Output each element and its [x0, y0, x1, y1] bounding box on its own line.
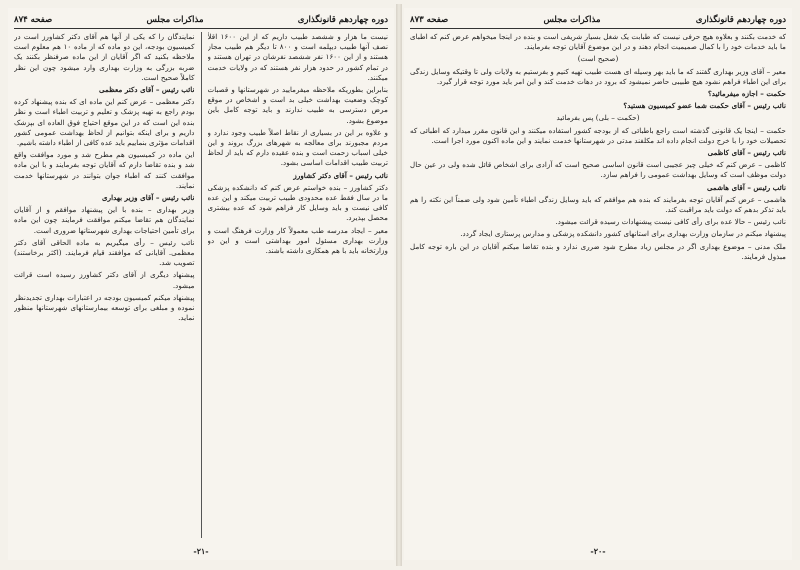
paragraph: وزیر بهداری – بنده با این پیشنهاد موافقم و از آقایان نمایندگان هم تقاضا میکنم موافقت فرمایند چون این ماده برای تأمین احتیاجات بهداری شهرستانها ضروری است.: [14, 205, 195, 235]
right-page-column: [410, 32, 786, 538]
paragraph: (صحیح است): [577, 54, 619, 64]
speaker-line: نائب رئیس – آقای حکمت شما عضو کمیسیون هستید؟: [623, 101, 786, 111]
left-page-column-right: [208, 32, 389, 538]
paragraph: معیر – آقای وزیر بهداری گفتند که ما باید بهر وسیله ای هست طبیب تهیه کنیم و بفرستیم به ولایات ولی تا وقتیکه وسایل زندگی برای این اطباء فراهم نشود هیچ طبیبی حاضر نمیشود که برود در دهات خدمت کند و این امر باید مورد توجه قرار گیرد.: [410, 66, 786, 86]
paragraph: نمایندگان را که یکی از آنها هم آقای دکتر کشاورز است در کمیسیون بودجه، این دو ماده که از ماده ۱۰ هم معلوم است ملاحظه بکنید که اگر آقایان از این ماده صرفنظر بکنند یک ضربه بزرگی به وزارت بهداری وارد میشود چون این نظر کاملاً صحیح است.: [14, 32, 195, 82]
paragraph: پیشنهاد دیگری از آقای دکتر کشاورز رسیده است قرائت میشود.: [14, 270, 195, 290]
left-page: [8, 8, 394, 560]
speaker-line: نائب رئیس – آقای وزیر بهداری: [102, 193, 195, 203]
right-header-page-number: صفحه ۸۷۳: [410, 15, 449, 25]
right-header-session: دوره چهاردهم قانونگذاری: [695, 15, 786, 25]
paragraph: دکتر کشاورز – بنده خواستم عرض کنم که دانشکده پزشکی ما در سال فقط عده محدودی طبیب تربیت میکند و این عده کافی نیست و باید وسایل کار فراهم شود که عده بیشتری محصل بپذیرد.: [207, 182, 388, 223]
left-header-session: دوره چهاردهم قانونگذاری: [297, 15, 388, 25]
paragraph: بنابراین بطوریکه ملاحظه میفرمایید در شهرستانها و قصبات کوچک وضعیت بهداشت خیلی بد است و اشخاص در موقع مرض دسترسی به طبیب ندارند و باید توجه کامل باین موضوع بشود.: [207, 85, 388, 125]
right-page-body: [410, 32, 786, 538]
right-header-title: مذاکرات مجلس: [543, 15, 601, 25]
book-gutter: [396, 4, 402, 566]
paragraph: که خدمت بکنند و بعلاوه هیچ حرفی نیست که طبابت یک شغل بسیار شریفی است و بنده در اینجا میخواهم عرض کنم که اطبای ما باید خدمات خود را با کمال صمیمیت انجام دهند و در این موضوع آقایان توجه بفرمایند.: [410, 32, 786, 52]
paragraph: کاظمی – عرض کنم که خیلی چیز عجیبی است قانون اساسی صحیح است که آزادی برای اشخاص قائل شده ولی در عین حال دولت موظف است که وسایل بهداشت عمومی را فراهم سازد.: [410, 160, 786, 180]
speaker-line: نائب رئیس – آقای کاظمی: [707, 148, 786, 158]
right-page: [404, 8, 792, 560]
speaker-line: نائب رئیس – آقای دکتر معظمی: [98, 85, 195, 95]
paragraph: ملک مدنی – موضوع بهداری اگر در مجلس زیاد مطرح شود ضرری ندارد و بنده تقاضا میکنم آقایان در این باره توجه کامل مبذول فرمایند.: [410, 241, 786, 261]
paragraph: و علاوه بر این در بسیاری از نقاط اصلاً طبیب وجود ندارد و مردم مجبورند برای معالجه به شهرهای بزرگ بروند و این خیلی اسباب زحمت است و بنده عقیده دارم که باید از لحاظ تربیت طبیب اقدامات اساسی بشود.: [207, 127, 388, 168]
paragraph: معیر – ایجاد مدرسه طب معمولاً کار وزارت فرهنگ است و وزارت بهداری مسئول امور بهداشتی است و این دو وزارتخانه باید با هم همکاری داشته باشند.: [207, 225, 388, 256]
paragraph: دکتر معظمی – عرض کنم این ماده ای که بنده پیشنهاد کرده بودم راجع به تهیه پزشک و تعلیم و تربیت اطباء است و نظر بنده این است که در این موقع احتیاج فوق العاده ای بپزشک داریم و برای اینکه بتوانیم از لحاظ بهداشت عمومی کشور اقدامات مؤثری بنماییم باید عده کافی از اطباء داشته باشیم.: [14, 97, 195, 148]
speaker-line: نائب رئیس – آقای دکتر کشاورز: [293, 170, 388, 180]
paragraph: هاشمی – عرض کنم آقایان توجه بفرمایند که بنده هم موافقم که باید وسایل زندگی اطباء تأمین شود ولی ضمناً این نکته را هم باید تذکر بدهم که دولت باید مراقبت کند.: [410, 194, 786, 215]
paragraph: (حکمت – بلی) پس بفرمائید: [556, 113, 640, 123]
paragraph: نائب رئیس – رأی میگیریم به ماده الحاقی آقای دکتر معظمی. آقایانی که موافقند قیام فرمایند. (اکثر برخاستند) تصویب شد.: [14, 237, 195, 268]
paragraph: این ماده در کمیسیون هم مطرح شد و مورد موافقت واقع شد و بنده تقاضا دارم که آقایان توجه بفرمایند و با این ماده موافقت کنند که اطباء جوان بتوانند در شهرستانها خدمت نمایند.: [14, 150, 195, 190]
right-page-header: [410, 12, 786, 29]
paragraph: نائب رئیس – حالا عده برای رأی کافی نیست پیشنهادات رسیده قرائت میشود.: [555, 217, 786, 227]
left-page-column-left: [14, 32, 195, 538]
right-page-footer-number: -۲۰-: [590, 546, 606, 556]
speaker-line: نائب رئیس – آقای هاشمی: [706, 182, 786, 192]
left-page-body: [14, 32, 388, 538]
left-header-title: مذاکرات مجلس: [146, 15, 204, 25]
column-divider: [201, 32, 202, 538]
left-page-footer-number: -۲۱-: [193, 546, 209, 556]
paragraph: نیست ما هزار و ششصد طبیب داریم که از این ۱۶۰۰ اقلاً نصف آنها طبیب دیپلمه است و ۸۰۰ تا دیگر هم طبیب مجاز هستند و از این ۱۶۰۰ نفر ششصد نفرشان در تهران هستند و در تمام کشور در حدود هزار نفر هستند که در ولایات خدمت میکنند.: [207, 32, 388, 82]
paragraph: پیشنهاد میکنم کمیسیون بودجه در اعتبارات بهداری تجدیدنظر نموده و مبلغی برای توسعه بیمارستانهای شهرستانها منظور نماید.: [14, 292, 195, 323]
speaker-line: حکمت – اجازه میفرمائید؟: [707, 89, 786, 99]
left-header-page-number: صفحه ۸۷۴: [14, 15, 53, 25]
left-page-header: [14, 12, 388, 29]
paragraph: پیشنهاد میکنم در سازمان وزارت بهداری برای استانهای کشور دانشکده پزشکی و مدارس پرستاری ایجاد گردد.: [460, 229, 786, 239]
paragraph: حکمت – اینجا یک قانونی گذشته است راجع باطبائی که از بودجه کشور استفاده میکنند و این قانون مقرر میدارد که اطبائی که تحصیلات خود را با خرج دولت انجام داده اند مکلفند مدتی در شهرستانها خدمت نمایند و این ماده اکنون مورد اجرا است.: [410, 125, 786, 145]
